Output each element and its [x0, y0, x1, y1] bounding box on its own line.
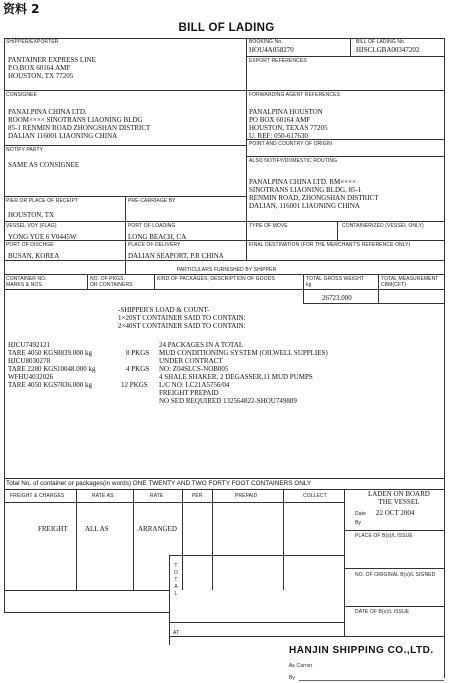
bl-number: HJSCLGBA00347202	[356, 46, 420, 54]
consignee-address: PANALPINA CHINA LTD. ROOM×××× SINOTRANS LIAONING BLDG 85-1 RENMIN ROAD ZHONGSHAN DISTRICT DALIAN 116001 LIAONING CHINA	[8, 108, 151, 140]
port-of-loading-label: PORT OF LOADING	[128, 223, 176, 229]
laden-by-label: By	[355, 520, 362, 526]
goods-description: 24 PACKAGES IN A TOTAL MUD CONDITIONING SYSTEM (OILWELL SUPPLIES) UNDER CONTRACT NO: Z04SLCS-NOB005 4 SHALE SHAKER, 2 DEGASSER,11 MUD PUMPS L/C NO: LC21A5756/04 FREIGHT PREPAID NO SED REQUIRED 132564822-SHOU749809	[159, 341, 328, 405]
carrier-name: HANJIN SHIPPING CO.,LTD.	[289, 645, 434, 656]
charges-header-prepaid: PREPAID	[235, 493, 258, 499]
point-of-origin-label: POINT AND COUNTRY OF ORIGIN	[249, 141, 332, 147]
also-notify-address: PANALPINA CHINA LTD. RM×××× SINOTRANS LIAONING BLDG, 85-1 RENMIN ROAD, ZHONGSHAN DISTRICT DALIAN, 116001 LIAONING CHINA	[249, 178, 379, 210]
final-destination-label: FINAL DESTINATION (FOR THE MERCHANT'S REFERENCE ONLY)	[249, 242, 411, 248]
vessel-value: YONG YUE 6 V0445W	[8, 233, 77, 241]
shipper-address: PANTAINER EXPRESS LINE P.O.BOX 60164 AMF HOUSTON, TX 77205	[8, 56, 96, 80]
charges-header-per: PER	[192, 493, 203, 499]
booking-label: BOOKING No.	[249, 39, 283, 45]
container-pkgs-1: 8 PKGS	[126, 349, 150, 357]
col-container-header: CONTAINER NO. MARKS & NOS.	[6, 276, 47, 288]
port-of-loading-value: LONG BEACH, CA	[128, 233, 187, 241]
date-of-issue-label: DATE OF B(s)/L ISSUE	[355, 609, 410, 615]
laden-date: 22 OCT 2004	[376, 509, 415, 517]
charge-rate: ARRANGED	[138, 525, 177, 533]
col-measurement-header: TOTAL MEASUREMENT CBM(CFT)	[381, 276, 439, 288]
booking-number: HOU4A058270	[249, 46, 294, 54]
place-of-delivery-value: DALIAN SEAPORT, P.R CHINA	[128, 252, 224, 260]
gross-weight-total: 26723.000	[322, 294, 352, 302]
place-of-issue-label: PLACE OF B(s)/L ISSUE	[355, 533, 413, 539]
laden-on-board: LADEN ON BOARD THE VESSEL	[368, 490, 430, 506]
containerized-label: CONTAINERIZED (VESSEL ONLY)	[342, 223, 424, 229]
particulars-label: PARTICULARS FURNISHED BY SHIPPER	[176, 267, 277, 273]
total-containers-in-words: Total No. of container or packages(in words) ONE TWENTY AND TWO FORTY FOOT CONTAINERS ONLY	[6, 480, 312, 487]
shipper-label: SHIPPER/EXPORTER	[6, 39, 59, 45]
notify-party-value: SAME AS CONSIGNEE	[8, 161, 80, 169]
charges-header-rate-as: RATE AS	[92, 493, 114, 499]
charge-freight: FREIGHT	[38, 525, 68, 533]
page-label: 资料 2	[3, 2, 40, 16]
place-of-receipt-label: PIER OR PLACE OF RECEIPT	[6, 198, 79, 204]
charge-rate-as: ALL AS	[85, 525, 109, 533]
port-of-discharge-label: PORT OF DISCHGE	[6, 242, 54, 248]
as-carrier-label: As Carrier	[289, 663, 313, 669]
container-weight-2: 10048.000 kg	[57, 365, 96, 373]
total-vertical-label: T O T A L	[174, 563, 178, 597]
container-pkgs-2: 4 PKGS	[126, 365, 150, 373]
at-label: AT	[173, 630, 180, 636]
charges-header-freight: FREIGHT & CHARGES	[10, 493, 65, 499]
also-notify-label: ALSO NOTIFY/DOMESTIC ROUTING	[249, 158, 338, 164]
export-references-label: EXPORT REFERENCES	[249, 58, 307, 64]
col-description-header: KIND OF PACKAGES; DESCRIPTION OF GOODS	[157, 276, 275, 282]
forwarding-agent-address: PANALPINA HOUSTON PO BOX 60164 AMF HOUSTON, TEXAS 77205 U. REF: 050-617630	[249, 108, 328, 140]
bl-number-label: BILL OF LADING No.	[356, 39, 406, 45]
carrier-by-label: By	[289, 675, 296, 681]
shippers-load-count: -SHIPPER'S LOAD & COUNT- 1×20ST CONTAINER SAID TO CONTAIN: 2×40ST CONTAINER SAID TO CONTAIN:	[118, 306, 246, 330]
vessel-label: VESSEL VOY (FLAG)	[6, 223, 57, 229]
laden-date-label: Date	[355, 511, 366, 517]
col-pkgs-header: NO. OF PKGS. OR CONTAINERS	[90, 276, 133, 288]
container-marks: HJCU7492121 TARE 4050 KGS HJCU8030278 TARE 2280 KGS WFHU4032026 TARE 4050 KGS	[8, 341, 58, 389]
container-weight-3: 7836.000 kg	[57, 381, 92, 389]
place-of-receipt-value: HOUSTON, TX	[8, 211, 55, 219]
type-of-move-label: TYPE OF MOVE	[249, 223, 288, 229]
original-bl-count-label: NO. OF ORIGINAL B(s)/L SIGNED	[355, 572, 436, 578]
pre-carriage-label: PRE-CARRIAGE BY	[128, 198, 176, 204]
consignee-label: CONSIGNEE	[6, 92, 37, 98]
forwarding-agent-label: FORWARDING AGENT REFERENCES	[249, 92, 340, 98]
charges-header-collect: COLLECT	[303, 493, 327, 499]
charges-header-rate: RATE	[150, 493, 164, 499]
place-of-delivery-label: PLACE OF DELIVERY	[128, 242, 181, 248]
notify-party-label: NOTIFY PARTY	[6, 147, 44, 153]
container-weight-1: 8839.000 kg	[57, 349, 92, 357]
col-gross-weight-header: TOTAL GROSS WEIGHT kg	[306, 276, 365, 288]
document-title: BILL OF LADING	[178, 22, 275, 34]
container-pkgs-3: 12 PKGS	[121, 381, 148, 389]
port-of-discharge-value: BUSAN, KOREA	[8, 252, 60, 260]
